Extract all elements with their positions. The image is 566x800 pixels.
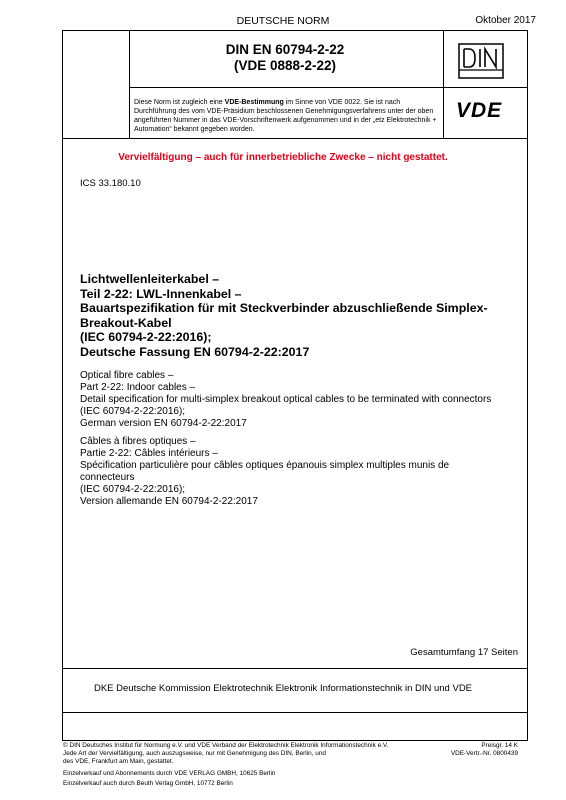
title-german — [80, 272, 520, 360]
title-german-line: Bauartspezifikation für mit Steckverbinder abzuschließende Simplex- — [80, 301, 488, 316]
title-english-line: (IEC 60794-2-22:2016); — [80, 406, 186, 417]
title-english-line: Part 2-22: Indoor cables – — [80, 382, 196, 393]
footer-sales-line-2: Einzelverkauf auch durch Beuth Verlag GmbH, 10772 Berlin — [63, 780, 233, 787]
standard-number: DIN EN 60794-2-22 — [225, 42, 345, 57]
frame-bottom-line — [62, 740, 528, 741]
din-logo — [458, 43, 504, 79]
title-german-line: (IEC 60794-2-22:2016); — [80, 330, 212, 345]
title-french-line: Version allemande EN 60794-2-22:2017 — [80, 496, 258, 507]
frame-left-line — [62, 30, 63, 740]
footer-copyright-line: des VDE, Frankfurt am Main, gestattet. — [63, 758, 174, 765]
title-german-line: Teil 2-22: LWL-Innenkabel – — [80, 286, 242, 301]
price-group: Preisgr. 14 K — [481, 742, 518, 749]
title-french-line: (IEC 60794-2-22:2016); — [80, 484, 186, 495]
footer-copyright-line: Jede Art der Vervielfältigung, auch auszugsweise, nur mit Genehmigung des DIN, Berlin, und — [63, 750, 326, 757]
header-title: DEUTSCHE NORM — [236, 15, 330, 27]
title-french-line: Câbles à fibres optiques – — [80, 436, 196, 447]
footer-copyright — [63, 742, 413, 766]
vde-logo: VDE — [456, 99, 503, 122]
title-box-middle-line — [129, 87, 527, 88]
vde-note-bold: VDE-Bestimmung — [224, 99, 284, 106]
frame-right-line — [527, 30, 528, 740]
vde-number: (VDE 0888-2-22) — [233, 58, 337, 73]
title-french-line: Spécification particulière pour câbles optiques épanouis simplex multiples munis de — [80, 460, 450, 471]
title-box-right-divider — [443, 30, 444, 138]
title-french — [80, 436, 520, 508]
title-english-line: Optical fibre cables – — [80, 370, 174, 381]
title-german-line: Deutsche Fassung EN 60794-2-22:2017 — [80, 344, 310, 359]
frame-top-line — [62, 30, 528, 31]
header-date: Oktober 2017 — [475, 15, 536, 26]
title-german-line: Lichtwellenleiterkabel – — [80, 272, 220, 286]
title-english — [80, 370, 520, 430]
title-french-line: connecteurs — [80, 472, 135, 483]
footer-copyright-line: © DIN Deutsches Institut für Normung e.V. und VDE Verband der Elektrotechnik Elektronik Informationstechnik e.V. — [63, 742, 389, 749]
title-german-line: Breakout-Kabel — [80, 315, 172, 330]
dke-bottom-line — [62, 712, 528, 713]
title-english-line: Detail specification for multi-simplex breakout optical cables to be terminated with connectors — [80, 394, 492, 405]
total-pages: Gesamtumfang 17 Seiten — [410, 647, 518, 658]
copy-warning: Vervielfältigung – auch für innerbetriebliche Zwecke – nicht gestattet. — [118, 152, 448, 163]
ics-code: ICS 33.180.10 — [80, 178, 141, 189]
dke-line: DKE Deutsche Kommission Elektrotechnik Elektronik Informationstechnik in DIN und VDE — [93, 683, 473, 694]
footer-sales-line-1: Einzelverkauf und Abonnements durch VDE VERLAG GMBH, 10625 Berlin — [63, 770, 276, 777]
title-box-bottom-line — [62, 138, 528, 139]
title-english-line: German version EN 60794-2-22:2017 — [80, 418, 247, 429]
vde-note — [134, 98, 439, 134]
dke-top-line — [62, 668, 528, 669]
vde-vertr-number: VDE-Vertr.-Nr. 0800439 — [450, 750, 518, 757]
standard-number-block — [130, 42, 440, 74]
vde-note-text-1: Diese Norm ist zugleich eine — [134, 99, 225, 106]
vde-note-text-2: im Sinne von VDE 0022. Sie ist nach Durchführung des vom VDE-Präsidium beschlossenen Genehmigungsverfahrens unter der oben angeführten Nummer in das VDE-Vorschriftenwerk aufgenommen und in der „etz Elektrotechnik + Automation“ bekannt gegeben worden. — [134, 99, 437, 133]
footer-price-block — [451, 742, 518, 758]
title-french-line: Partie 2-22: Câbles intérieurs – — [80, 448, 218, 459]
